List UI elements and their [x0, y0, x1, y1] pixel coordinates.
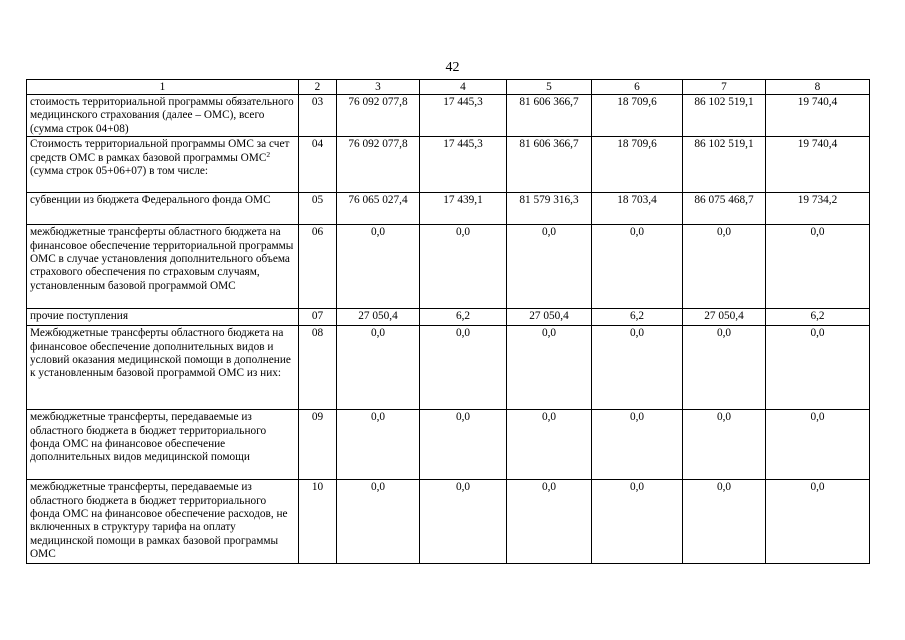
cell-value: 0,0	[337, 225, 420, 309]
cell-value: 19 740,4	[766, 137, 870, 193]
cell-value: 81 606 366,7	[507, 95, 592, 137]
row-code: 07	[299, 309, 337, 326]
row-label: субвенции из бюджета Федерального фонда ОМС	[27, 193, 299, 225]
cell-value: 0,0	[592, 326, 683, 410]
column-header: 5	[507, 80, 592, 95]
cell-value: 0,0	[592, 225, 683, 309]
cell-value: 0,0	[507, 410, 592, 480]
table-row	[27, 193, 870, 225]
cell-value: 19 740,4	[766, 95, 870, 137]
cell-value: 0,0	[766, 410, 870, 480]
cell-value: 0,0	[592, 410, 683, 480]
cell-value: 0,0	[337, 410, 420, 480]
cell-value: 76 092 077,8	[337, 137, 420, 193]
cell-value: 0,0	[683, 480, 766, 564]
cell-value: 76 092 077,8	[337, 95, 420, 137]
row-label: прочие поступления	[27, 309, 299, 326]
row-code: 05	[299, 193, 337, 225]
column-header: 1	[27, 80, 299, 95]
row-code: 09	[299, 410, 337, 480]
cell-value: 0,0	[420, 480, 507, 564]
row-label: межбюджетные трансферты областного бюджета на финансовое обеспечение территориальной программы ОМС в случае установления дополнительного объема страхового обеспечения по страховым случаям, установленным базовой программой ОМС	[27, 225, 299, 309]
cell-value: 81 606 366,7	[507, 137, 592, 193]
cell-value: 6,2	[766, 309, 870, 326]
cell-value: 0,0	[420, 326, 507, 410]
cell-value: 0,0	[683, 410, 766, 480]
cell-value: 0,0	[337, 326, 420, 410]
cell-value: 76 065 027,4	[337, 193, 420, 225]
cell-value: 27 050,4	[507, 309, 592, 326]
column-header: 6	[592, 80, 683, 95]
row-label-text: Стоимость территориальной программы ОМС за счет средств ОМС в рамках базовой программы ОМС	[30, 138, 290, 164]
cell-value: 86 102 519,1	[683, 137, 766, 193]
cell-value: 0,0	[507, 326, 592, 410]
row-label: межбюджетные трансферты, передаваемые из областного бюджета в бюджет территориального фонда ОМС на финансовое обеспечение расходов, не включенных в структуру тарифа на оплату медицинской помощи в рамках базовой программы ОМС	[27, 480, 299, 564]
row-label: межбюджетные трансферты, передаваемые из областного бюджета в бюджет территориального фонда ОМС на финансовое обеспечение дополнительных видов медицинской помощи	[27, 410, 299, 480]
cell-value: 0,0	[420, 225, 507, 309]
table-row	[27, 309, 870, 326]
cell-value: 17 445,3	[420, 137, 507, 193]
page-number: 42	[445, 60, 460, 75]
cell-value: 0,0	[507, 225, 592, 309]
row-label	[27, 137, 299, 193]
cell-value: 19 734,2	[766, 193, 870, 225]
cell-value: 6,2	[592, 309, 683, 326]
cell-value: 0,0	[766, 225, 870, 309]
cell-value: 0,0	[766, 480, 870, 564]
table-row	[27, 137, 870, 193]
table-row	[27, 326, 870, 410]
cell-value: 0,0	[683, 225, 766, 309]
row-code: 10	[299, 480, 337, 564]
footnote-mark: 2	[266, 149, 271, 159]
row-label: стоимость территориальной программы обязательного медицинского страхования (далее – ОМС), всего (сумма строк 04+08)	[27, 95, 299, 137]
row-code: 06	[299, 225, 337, 309]
row-label-suffix: (сумма строк 05+06+07) в том числе:	[30, 165, 208, 178]
row-label: Межбюджетные трансферты областного бюджета на финансовое обеспечение дополнительных видов и условий оказания медицинской помощи в дополнение к установленным базовой программой ОМС из них:	[27, 326, 299, 410]
column-header: 4	[420, 80, 507, 95]
cell-value: 18 709,6	[592, 137, 683, 193]
cell-value: 27 050,4	[683, 309, 766, 326]
row-code: 03	[299, 95, 337, 137]
column-header: 7	[683, 80, 766, 95]
cell-value: 86 075 468,7	[683, 193, 766, 225]
cell-value: 18 709,6	[592, 95, 683, 137]
header-row	[27, 80, 870, 95]
cell-value: 0,0	[683, 326, 766, 410]
column-header: 2	[299, 80, 337, 95]
cell-value: 0,0	[766, 326, 870, 410]
row-code: 08	[299, 326, 337, 410]
table-row	[27, 480, 870, 564]
cell-value: 6,2	[420, 309, 507, 326]
financial-table	[26, 79, 870, 564]
cell-value: 0,0	[420, 410, 507, 480]
cell-value: 81 579 316,3	[507, 193, 592, 225]
cell-value: 27 050,4	[337, 309, 420, 326]
cell-value: 17 439,1	[420, 193, 507, 225]
column-header: 3	[337, 80, 420, 95]
cell-value: 17 445,3	[420, 95, 507, 137]
cell-value: 0,0	[507, 480, 592, 564]
cell-value: 0,0	[592, 480, 683, 564]
row-code: 04	[299, 137, 337, 193]
column-header: 8	[766, 80, 870, 95]
table-row	[27, 95, 870, 137]
cell-value: 0,0	[337, 480, 420, 564]
table-row	[27, 225, 870, 309]
cell-value: 86 102 519,1	[683, 95, 766, 137]
table-row	[27, 410, 870, 480]
cell-value: 18 703,4	[592, 193, 683, 225]
